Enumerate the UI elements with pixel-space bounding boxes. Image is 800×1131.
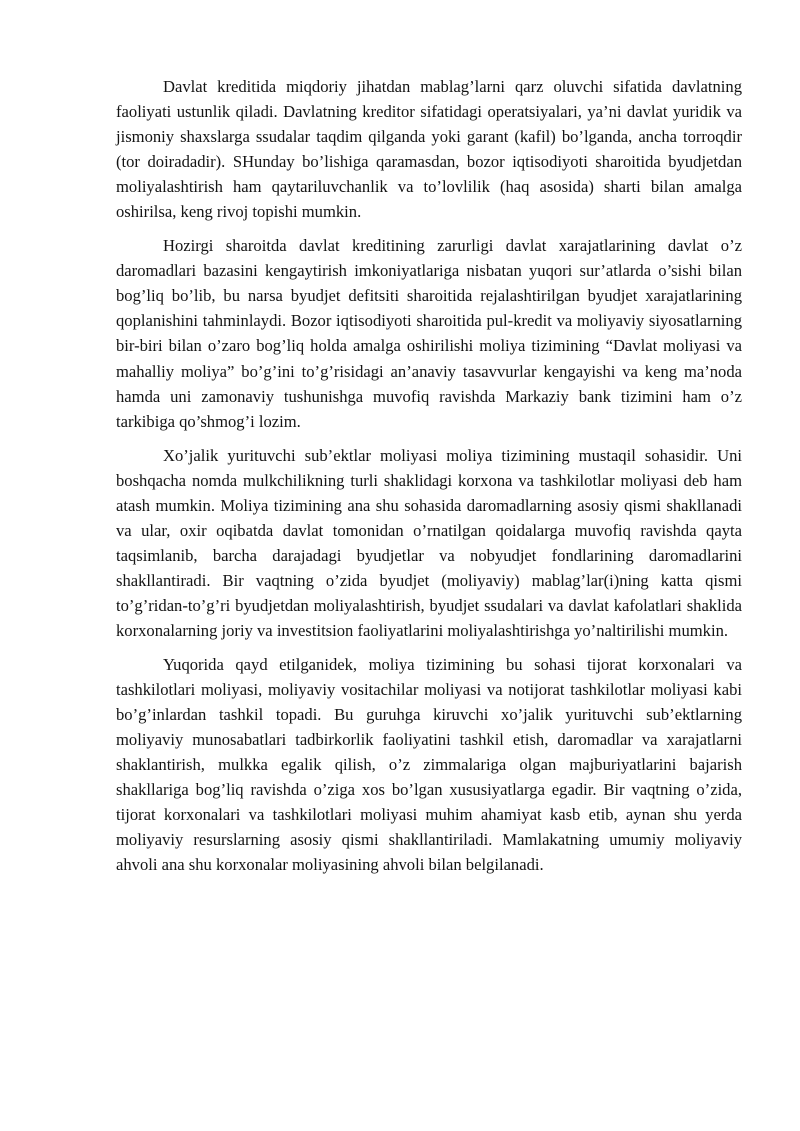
paragraph-3: Xo’jalik yurituvchi sub’ektlar moliyasi moliya tizimining mustaqil sohasidir. Uni boshqacha nomda mulkchilikning turli shaklidagi korxona va tashkilotlar moliyasi deb ham atash mumkin. Moliya tizimining ana shu sohasida daromadlarning asosiy qismi shakllanadi va ular, oxir oqibatda davlat tomonidan o’rnatilgan qoidalarga muvofiq ravishda qayta taqsimlanib, barcha darajadagi byudjetlar va nobyudjet fondlarining daromadlarini shakllantiradi. Bir vaqtning o’zida byudjet (moliyaviy) mablag’lar(i)ning katta qismi to’g’ridan-to’g’ri byudjetdan moliyalashtirish, byudjet ssudalari va davlat kafolatlari shaklida korxonalarning joriy va investitsion faoliyatlarini moliyalashtirishga yo’naltirilishi mumkin. <box>116 445 742 640</box>
document-body <box>116 74 742 886</box>
paragraph-2: Hozirgi sharoitda davlat kreditining zarurligi davlat xarajatlarining davlat o’z daromadlari bazasini kengaytirish imkoniyatlariga nisbatan yuqori sur’atlarda o’sishi bilan bog’liq bo’lib, bu narsa byudjet defitsiti sharoitida rejalashtirilgan byudjet xarajatlarining qoplanishini tahminlaydi. Bozor iqtisodiyoti sharoitida pul-kredit va moliyaviy siyosatlarning bir-biri bilan o’zaro bog’liq holda amalga oshirilishi moliya tizimining “Davlat moliyasi va mahalliy moliya” bo’g’ini to’g’risidagi an’anaviy tasavvurlar kengayishi va keng ma’noda hamda uni zamonaviy tushunishga muvofiq ravishda Markaziy bank tizimini ham o’z tarkibiga qo’shmog’i lozim. <box>116 236 742 431</box>
paragraph-4: Yuqorida qayd etilganidek, moliya tizimining bu sohasi tijorat korxonalari va tashkilotlari moliyasi, moliyaviy vositachilar moliyasi va notijorat tashkilotlar moliyasi kabi bo’g’inlardan tashkil topadi. Bu guruhga kiruvchi xo’jalik yurituvchi sub’ektlarning moliyaviy munosabatlari tadbirkorlik faoliyatini tashkil etish, daromadlar va xarajatlarni shaklantirish, mulkka egalik qilish, o’z zimmalariga olgan majburiyatlarini bajarish shakllariga bog’liq ravishda o’ziga xos bo’lgan xususiyatlarga egadir. Bir vaqtning o’zida, tijorat korxonalari va tashkilotlari moliyasi muhim ahamiyat kasb etib, aynan shu yerda moliyaviy resurslarning asosiy qismi shakllantiriladi. Mamlakatning umumiy moliyaviy ahvoli ana shu korxonalar moliyasining ahvoli bilan belgilanadi. <box>116 655 742 875</box>
paragraph-1: Davlat kreditida miqdoriy jihatdan mablag’larni qarz oluvchi sifatida davlatning faoliyati ustunlik qiladi. Davlatning kreditor sifatidagi operatsiyalari, ya’ni davlat yuridik va jismoniy shaxslarga ssudalar taqdim qilganda yoki garant (kafil) bo’lganda, ancha torroqdir (tor doiradadir). SHunday bo’lishiga qaramasdan, bozor iqtisodiyoti sharoitida byudjetdan moliyalashtirish ham qaytariluvchanlik va to’lovlilik (haq asosida) sharti bilan amalga oshirilsa, keng rivoj topishi mumkin. <box>116 77 742 222</box>
